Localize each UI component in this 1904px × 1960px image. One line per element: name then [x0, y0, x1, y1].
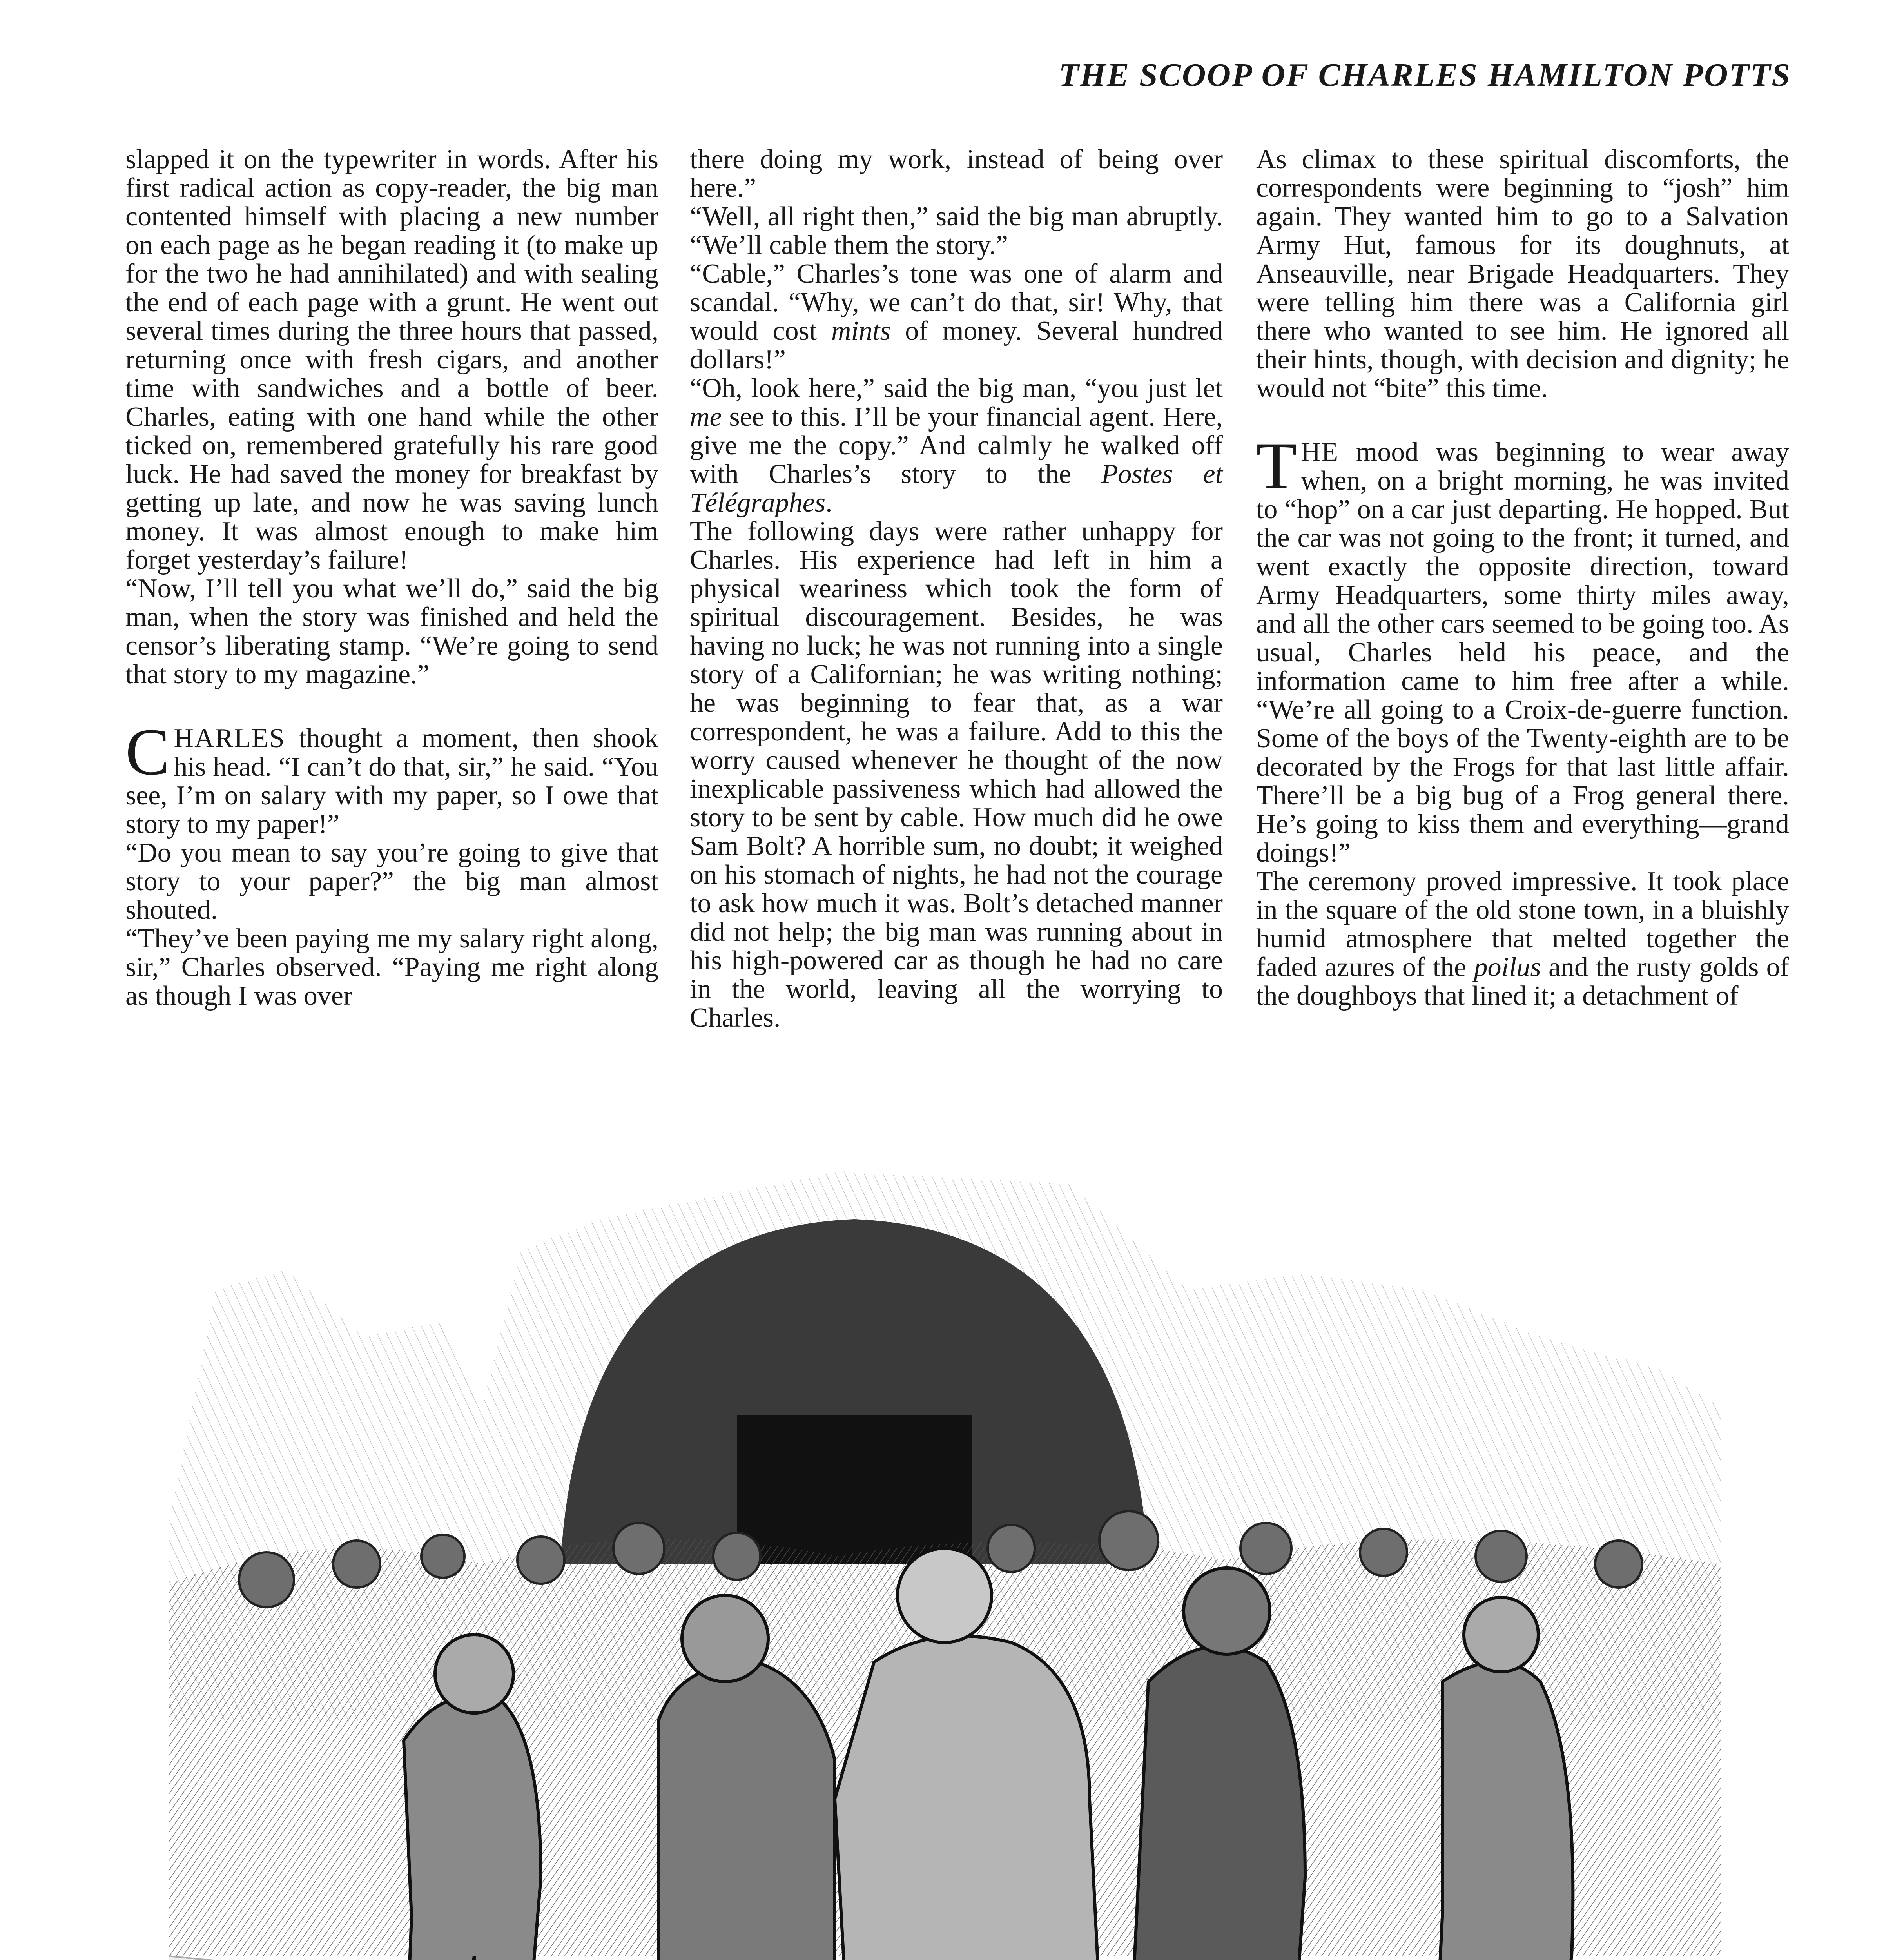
paragraph-dropcap	[1256, 429, 1789, 868]
paragraph-text: The ceremony proved impressive. It took place in the square of the old stone town, in a bluishly humid atmosphere that melted together the faded azures of the	[1256, 866, 1789, 982]
paragraph-text: .	[825, 488, 832, 518]
running-title: THE SCOOP OF CHARLES HAMILTON POTTS	[1059, 57, 1791, 93]
paragraph-text: and the rusty golds of the doughboys that lined it; a detachment of	[1256, 952, 1789, 1011]
paragraph-text: see to this. I’ll be your financial agent. Here, give me the copy.” And calmly he walked off with Charles’s story to the	[690, 402, 1223, 489]
paragraph-dropcap	[125, 715, 658, 839]
paragraph: The following days were rather unhappy for Charles. His experience had left in him a physical weariness which took the form of spiritual discouragement. Besides, he was having no luck; he was not running into a single story of a Californian; he was writing nothing; he was beginning to fear that, as a war correspondent, he was a failure. Add to this the worry caused whenever he thought of the now inexplicable passiveness which had allowed the story to be sent by cable. How much did he owe Sam Bolt? A horrible sum, no doubt; it weighed on his stomach of nights, he had not the courage to ask how much it was. Bolt’s detached manner did not help; the big man was running about in his high-powered car as though he had no care in the world, leaving all the worrying to Charles.	[690, 516, 1223, 1033]
paragraph-text: thought a moment, then shook his head. “I can’t do that, sir,” he said. “You see, I’m on salary with my paper, so I owe that story to my paper!”	[125, 723, 658, 839]
emphasis: Postes et Télégraphes	[690, 459, 1223, 518]
paragraph-text: “Oh, look here,” said the big man, “you just let	[690, 373, 1223, 403]
paragraph: slapped it on the typewriter in words. After his first radical action as copy-reader, the big man contented himself with placing a new number on each page as he began reading it (to make up for the two he had annihilated) and with sealing the end of each page with a grunt. He went out several times during the three hours that passed, returning once with fresh cigars, and another time with sandwiches and a bottle of beer. Charles, eating with one hand while the other ticked on, remembered gratefully his rare good luck. He had saved the money for breakfast by getting up late, and now he was saving lunch money. It was almost enough to make him forget yesterday’s failure!	[125, 144, 658, 575]
emphasis: poilus	[1474, 952, 1541, 982]
emphasis: mints	[831, 316, 891, 346]
paragraph	[1256, 867, 1789, 1010]
text-column-2	[690, 145, 1223, 1032]
paragraph	[690, 374, 1223, 517]
paragraph: “Well, all right then,” said the big man abruptly. “We’ll cable them the story.”	[690, 201, 1223, 260]
paragraph: As climax to these spiritual discomforts, the correspondents were beginning to “josh” him again. They wanted him to go to a Salvation Army Hut, famous for its doughnuts, at Anseauville, near Brigade Headquarters. They were telling him there was a California girl there who wanted to see him. He ignored all their hints, though, with decision and dignity; he would not “bite” this time.	[1256, 144, 1789, 403]
paragraph: “Now, I’ll tell you what we’ll do,” said the big man, when the story was finished and held the censor’s liberating stamp. “We’re going to send that story to my magazine.”	[125, 573, 658, 690]
drop-cap: T	[1256, 429, 1297, 503]
paragraph: “They’ve been paying me my salary right along, sir,” Charles observed. “Paying me right along as though I was over	[125, 924, 658, 1011]
paragraph: “Do you mean to say you’re going to give that story to your paper?” the big man almost shouted.	[125, 838, 658, 925]
paragraph-text: of money. Several hundred dollars!”	[690, 316, 1223, 375]
lead-in: HE	[1300, 437, 1339, 467]
drop-cap: C	[125, 715, 170, 789]
lead-in: HARLES	[174, 723, 285, 753]
text-column-1	[125, 145, 658, 1010]
illustration-drawing	[169, 1172, 1721, 1960]
paragraph-text: “Cable,” Charles’s tone was one of alarm and scandal. “Why, we can’t do that, sir! Why, that would cost	[690, 259, 1223, 346]
paragraph	[690, 260, 1223, 374]
soldiers-ceremony-illustration	[169, 1172, 1721, 1960]
paragraph-text: mood was beginning to wear away when, on a bright morning, he was invited to “hop” on a car just departing. He hopped. But the car was not going to the front; it turned, and went exactly the opposite direction, toward Army Headquarters, some thirty miles away, and all the other cars seemed to be going too. As usual, Charles held his peace, and the information came to him free after a while. “We’re all going to a Croix-de-guerre function. Some of the boys of the Twenty-eighth are to be decorated by the Frogs for that last little affair. There’ll be a big bug of a Frog general there. He’s going to kiss them and everything—grand doings!”	[1256, 437, 1789, 868]
paragraph: there doing my work, instead of being over here.”	[690, 144, 1223, 203]
text-column-3	[1256, 145, 1789, 1010]
emphasis: me	[690, 402, 722, 432]
